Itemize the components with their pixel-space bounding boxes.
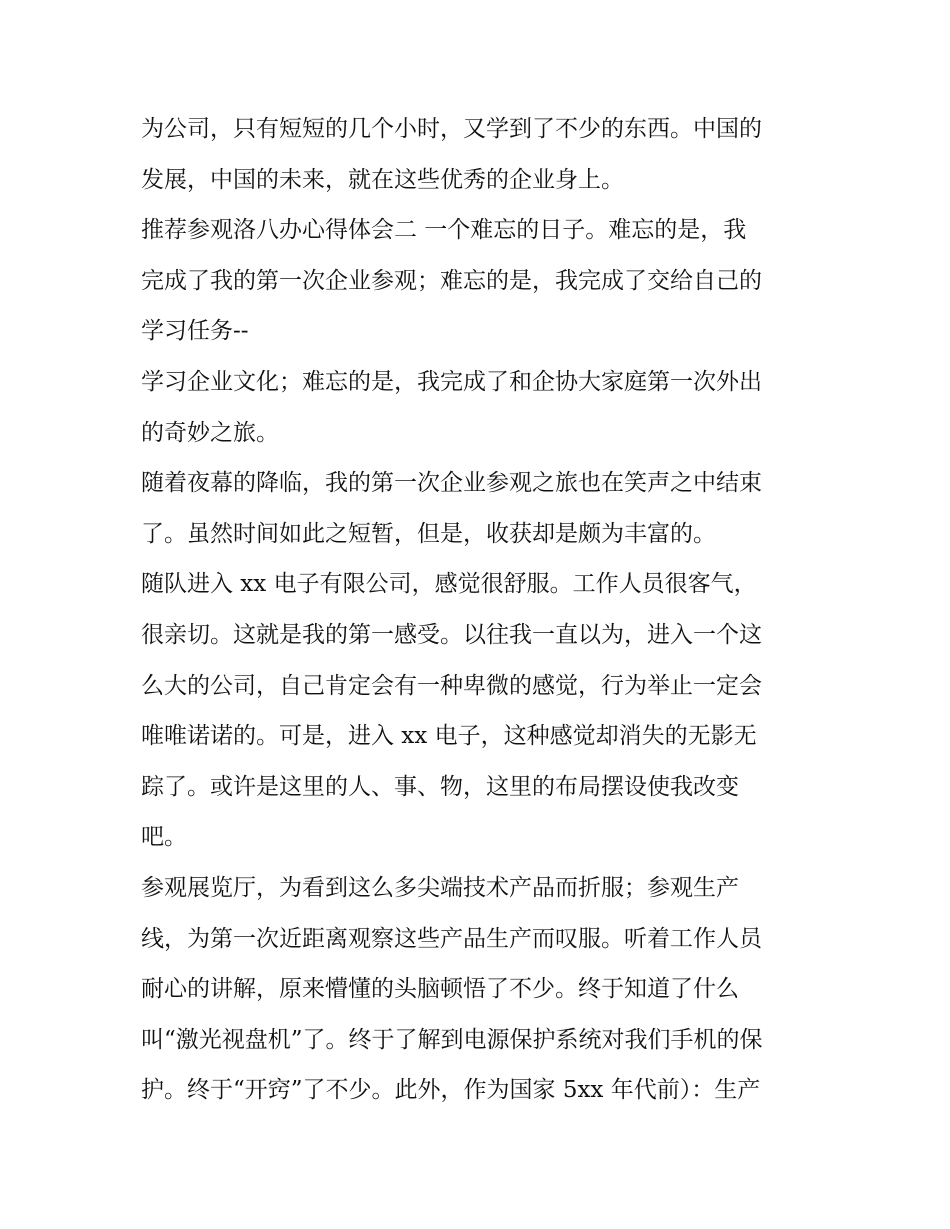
text-line: 唯唯诺诺的。可是，进入 xx 电子，这种感觉却消失的无影无 xyxy=(141,723,757,750)
text-line: 吧。 xyxy=(141,824,187,851)
text-line: 学习任务-- xyxy=(141,318,249,345)
text-line: 随着夜幕的降临，我的第一次企业参观之旅也在笑声之中结束 xyxy=(141,470,762,497)
text-line: 发展，中国的未来，就在这些优秀的企业身上。 xyxy=(141,166,624,193)
text-line: 么大的公司，自己肯定会有一种卑微的感觉，行为举止一定会 xyxy=(141,672,762,699)
text-line: 线，为第一次近距离观察这些产品生产而叹服。听着工作人员 xyxy=(141,925,762,952)
text-line: 踪了。或许是这里的人、事、物，这里的布局摆设使我改变 xyxy=(141,773,739,800)
text-line: 护。终于“开窍”了不少。此外，作为国家 5xx 年代前）：生产 xyxy=(141,1077,761,1104)
text-line: 耐心的讲解，原来懵懂的头脑顿悟了不少。终于知道了什么 xyxy=(141,976,739,1003)
text-line: 参观展览厅，为看到这么多尖端技术产品而折服；参观生产 xyxy=(141,874,739,901)
text-line: 很亲切。这就是我的第一感受。以往我一直以为，进入一个这 xyxy=(141,621,762,648)
text-line: 叫“激光视盘机”了。终于了解到电源保护系统对我们手机的保 xyxy=(141,1026,763,1053)
text-line: 推荐参观洛八办心得体会二 一个难忘的日子。难忘的是，我 xyxy=(141,217,747,244)
text-line: 完成了我的第一次企业参观；难忘的是，我完成了交给自己的 xyxy=(141,267,762,294)
text-line: 随队进入 xx 电子有限公司，感觉很舒服。工作人员很客气， xyxy=(141,571,757,598)
text-line: 为公司，只有短短的几个小时，又学到了不少的东西。中国的 xyxy=(141,116,762,142)
document-body xyxy=(141,104,821,1116)
text-line: 学习企业文化；难忘的是，我完成了和企协大家庭第一次外出 xyxy=(141,368,762,395)
text-line: 的奇妙之旅。 xyxy=(141,419,279,446)
text-line: 了。虽然时间如此之短暂，但是，收获却是颇为丰富的。 xyxy=(141,520,716,547)
